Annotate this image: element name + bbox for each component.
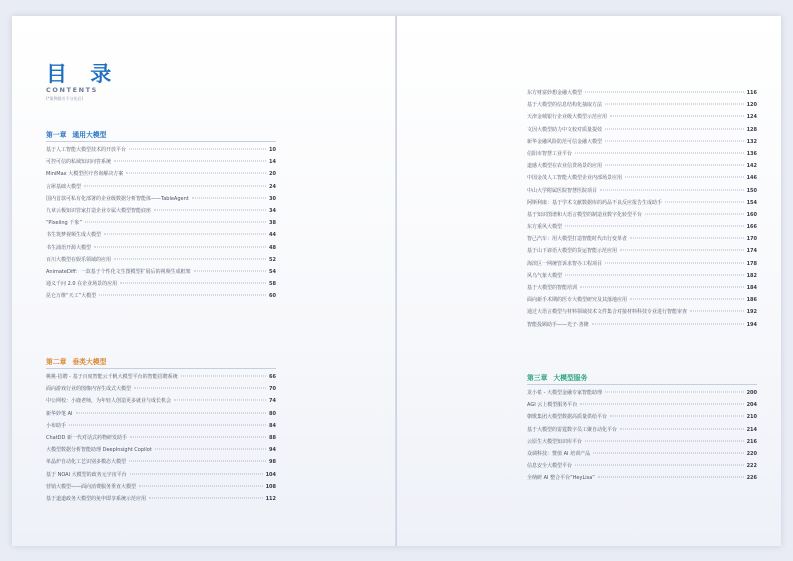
chapter-name: 通用大模型 xyxy=(72,131,107,139)
chapter-2-continued-entries xyxy=(527,89,757,333)
toc-entry-title: 小布助手 xyxy=(46,422,67,429)
toc-entry-title: 通义千问 2.0 在企业场景的应用 xyxy=(46,281,118,288)
toc-entry-title: 新华金融风险防范可信金融大模型 xyxy=(527,138,603,145)
toc-entry-page: 52 xyxy=(269,256,276,263)
toc-entry[interactable] xyxy=(46,292,276,304)
toc-entry[interactable] xyxy=(46,495,276,507)
dot-leader xyxy=(630,238,744,239)
dot-leader xyxy=(625,177,744,178)
dot-leader xyxy=(85,222,266,223)
toc-entry-page: 160 xyxy=(746,211,757,218)
dot-leader xyxy=(69,424,266,425)
toc-title: 目 录 xyxy=(46,62,120,86)
dot-leader xyxy=(620,250,744,251)
dot-leader xyxy=(605,140,744,141)
toc-entry[interactable] xyxy=(46,146,276,158)
toc-entry-title: “Pixeling 千象” xyxy=(46,220,82,227)
toc-entry-page: 24 xyxy=(269,183,276,190)
toc-entry-title: 中国金茂人工智能大模型企业内部场景应用 xyxy=(527,175,623,182)
toc-entry-title: 中山大学附属医院智慧医院项目 xyxy=(527,187,598,194)
toc-entry-title: MiniMax 大模型医疗咨询解决方案 xyxy=(46,171,124,178)
dot-leader xyxy=(585,440,744,441)
chapter-1-title xyxy=(46,129,276,142)
dot-leader xyxy=(154,209,266,210)
toc-entry-page: 38 xyxy=(269,220,276,227)
toc-entry[interactable] xyxy=(46,471,276,483)
dot-leader xyxy=(139,485,263,486)
dot-leader xyxy=(645,213,744,214)
toc-entry-title: 文因大模型助力中文校对质量提效 xyxy=(527,126,603,133)
toc-note: (*案例排名不分先后) xyxy=(46,96,84,101)
dot-leader xyxy=(598,477,744,478)
chapter-3 xyxy=(527,372,757,487)
toc-entry[interactable] xyxy=(46,483,276,495)
toc-entry-page: 220 xyxy=(746,450,757,457)
left-page xyxy=(12,16,396,546)
toc-entry-page: 30 xyxy=(269,195,276,202)
dot-leader xyxy=(129,149,266,150)
toc-entry-page: 116 xyxy=(746,90,757,96)
toc-entry-page: 34 xyxy=(269,207,276,214)
chapter-3-entries xyxy=(527,389,757,487)
toc-entry-page: 128 xyxy=(746,126,757,133)
toc-entry[interactable] xyxy=(527,162,757,174)
toc-entry-page: 200 xyxy=(746,390,757,396)
dot-leader xyxy=(194,270,266,271)
toc-entry[interactable] xyxy=(46,434,276,446)
toc-entry-page: 80 xyxy=(269,410,276,417)
dot-leader xyxy=(610,116,744,117)
chapter-2-continued xyxy=(527,89,757,333)
toc-entry-page: 20 xyxy=(269,171,276,178)
toc-entry-title: 众调科技：赞值 AI 培训产品 xyxy=(527,450,591,457)
toc-entry-title: 云原生大模型知识库平台 xyxy=(527,438,583,445)
toc-entry[interactable] xyxy=(46,183,276,195)
dot-leader xyxy=(192,197,266,198)
dot-leader xyxy=(130,473,263,474)
toc-entry-page: 166 xyxy=(746,224,757,231)
toc-entry-title: 书生筑梦视频生成大模型 xyxy=(46,232,102,239)
toc-entry-title: 昆仑万维“天工”大模型 xyxy=(46,293,97,300)
chapter-name: 垂类大模型 xyxy=(72,358,107,366)
toc-entry-title: 基于人工智能大模型技术的开放平台 xyxy=(46,147,127,153)
toc-entry[interactable] xyxy=(527,401,757,413)
dot-leader xyxy=(181,376,266,377)
chapter-2 xyxy=(46,356,276,507)
toc-entry[interactable] xyxy=(46,244,276,256)
toc-entry-title: 阿斯利康：基于学术文献数据库的药品不良反应报告生成助手 xyxy=(527,199,663,206)
toc-entry-title: 东方财富妙想金融大模型 xyxy=(527,90,583,96)
toc-entry-title: 风乌气象大模型 xyxy=(527,272,563,279)
toc-entry-page: 154 xyxy=(746,199,757,206)
toc-entry-title: 单晶炉自动化工艺识别多模态大模型 xyxy=(46,459,127,466)
dot-leader xyxy=(620,428,744,429)
toc-entry-page: 108 xyxy=(265,483,276,490)
toc-entry-title: 智能投顾助手——光子·善隆 xyxy=(527,321,589,328)
toc-entry-title: 龙小希 - 大模型金融专家智能助理 xyxy=(527,390,602,396)
toc-entry-page: 170 xyxy=(746,236,757,243)
dot-leader xyxy=(94,246,266,247)
toc-entry[interactable] xyxy=(46,207,276,219)
toc-entry-page: 216 xyxy=(746,438,757,445)
dot-leader xyxy=(605,392,744,393)
toc-entry[interactable] xyxy=(46,195,276,207)
dot-leader xyxy=(690,311,744,312)
toc-entry[interactable] xyxy=(527,260,757,272)
chapter-name: 大模型服务 xyxy=(553,374,588,382)
chapter-number: 第三章 xyxy=(527,374,548,382)
toc-entry[interactable] xyxy=(46,422,276,434)
toc-entry-page: 194 xyxy=(746,321,757,328)
toc-entry[interactable] xyxy=(527,426,757,438)
toc-entry-page: 132 xyxy=(746,138,757,145)
dot-leader xyxy=(575,152,744,153)
toc-entry[interactable] xyxy=(527,89,757,101)
toc-entry[interactable] xyxy=(527,389,757,401)
toc-entry[interactable] xyxy=(527,113,757,125)
toc-entry-title: AGI 云上模型服务平台 xyxy=(527,402,578,409)
toc-entry-page: 210 xyxy=(746,414,757,421)
toc-entry-page: 204 xyxy=(746,402,757,409)
toc-entry[interactable] xyxy=(527,187,757,199)
toc-entry-title: 书生浦语开源大模型 xyxy=(46,244,92,251)
dot-leader xyxy=(665,201,744,202)
toc-entry-page: 146 xyxy=(746,175,757,182)
toc-entry-title: 新华妙笔 AI xyxy=(46,410,73,417)
toc-entry[interactable] xyxy=(527,450,757,462)
dot-leader xyxy=(134,388,266,389)
toc-entry[interactable] xyxy=(46,170,276,182)
toc-entry[interactable] xyxy=(527,138,757,150)
book-spread xyxy=(12,16,781,546)
toc-entry[interactable] xyxy=(527,247,757,259)
toc-entry[interactable] xyxy=(46,385,276,397)
toc-entry-page: 150 xyxy=(746,187,757,194)
chapter-1 xyxy=(46,129,276,304)
toc-entry[interactable] xyxy=(527,223,757,235)
toc-entry[interactable] xyxy=(527,474,757,486)
toc-entry[interactable] xyxy=(46,373,276,385)
toc-entry-page: 124 xyxy=(746,114,757,121)
toc-entry[interactable] xyxy=(527,462,757,474)
toc-entry[interactable] xyxy=(527,296,757,308)
dot-leader xyxy=(565,226,744,227)
toc-entry-page: 10 xyxy=(269,147,276,153)
chapter-2-entries xyxy=(46,373,276,507)
toc-entry-title: 海滨区一网统管诉求智办工程项目 xyxy=(527,260,603,267)
toc-entry[interactable] xyxy=(46,219,276,231)
toc-entry[interactable] xyxy=(527,211,757,223)
toc-entry-title: 朝歌集团大模型数据高质量供给平台 xyxy=(527,414,608,421)
toc-entry-title: 面向游戏行业的图像内容生成式大模型 xyxy=(46,386,132,393)
toc-entry-page: 226 xyxy=(746,475,757,482)
dot-leader xyxy=(580,404,743,405)
toc-entry-page: 14 xyxy=(269,159,276,166)
toc-entry-page: 184 xyxy=(746,285,757,291)
dot-leader xyxy=(593,452,743,453)
toc-entry-title: 通过大语言模型与材料领域技术文件集合对接材料科技专业进行智能审查 xyxy=(527,309,688,316)
chapter-1-entries xyxy=(46,146,276,304)
dot-leader xyxy=(120,283,266,284)
toc-entry-page: 192 xyxy=(746,309,757,316)
dot-leader xyxy=(114,161,266,162)
toc-entry[interactable] xyxy=(46,158,276,170)
toc-entry-title: ChatDD 新一代对话式药物研发助手 xyxy=(46,434,127,441)
toc-entry-page: 112 xyxy=(265,495,276,502)
dot-leader xyxy=(610,416,744,417)
toc-entry-title: 天津金城银行企业级大模型示范应用 xyxy=(527,114,608,121)
toc-entry-page: 174 xyxy=(746,248,757,255)
toc-entry-page: 214 xyxy=(746,426,757,433)
toc-entry-title: 中公网校：小鹿老师，为年轻人创造更多就业与成长机会 xyxy=(46,398,172,405)
toc-entry-page: 104 xyxy=(265,471,276,478)
toc-entry[interactable] xyxy=(527,308,757,320)
toc-entry[interactable] xyxy=(46,446,276,458)
chapter-2-title xyxy=(46,356,276,369)
toc-entry[interactable] xyxy=(46,410,276,422)
toc-entry[interactable] xyxy=(46,256,276,268)
dot-leader xyxy=(630,299,744,300)
toc-entry-title: 可控可信的私域知识问答系统 xyxy=(46,159,112,166)
toc-entry[interactable] xyxy=(46,231,276,243)
dot-leader xyxy=(76,412,267,413)
toc-entry[interactable] xyxy=(46,397,276,409)
toc-entry-title: 营销大模型——面向消费服务垂直大模型 xyxy=(46,483,137,490)
dot-leader xyxy=(580,287,744,288)
toc-entry-title: 东方重风大模型 xyxy=(527,224,563,231)
toc-entry[interactable] xyxy=(527,126,757,138)
toc-entry[interactable] xyxy=(527,150,757,162)
toc-entry-title: 大模型数据分析智能助理 DeepInsight Copilot xyxy=(46,447,152,454)
toc-entry[interactable] xyxy=(527,321,757,333)
dot-leader xyxy=(605,165,744,166)
toc-entry-page: 54 xyxy=(269,268,276,275)
dot-leader xyxy=(174,400,266,401)
toc-entry-title: 信阳市智慧工业平台 xyxy=(527,150,573,157)
toc-entry-page: 136 xyxy=(746,150,757,157)
toc-entry[interactable] xyxy=(527,284,757,296)
toc-entry-page: 94 xyxy=(269,447,276,454)
dot-leader xyxy=(605,104,744,105)
toc-entry[interactable] xyxy=(527,413,757,425)
toc-entry-page: 142 xyxy=(746,163,757,170)
toc-entry-title: 全纳研 AI 整合平台“HeyLisa” xyxy=(527,475,595,482)
toc-entry-page: 178 xyxy=(746,260,757,267)
toc-entry-title: 基于知识图谱和大语言模型的制造业数字化转型平台 xyxy=(527,211,643,218)
toc-entry-page: 88 xyxy=(269,434,276,441)
toc-entry-page: 222 xyxy=(746,463,757,470)
toc-entry-page: 84 xyxy=(269,422,276,429)
dot-leader xyxy=(592,323,744,324)
toc-entry-title: 基于大模型的信息结构化抽取方法 xyxy=(527,102,603,109)
toc-entry[interactable] xyxy=(527,199,757,211)
toc-entry-page: 98 xyxy=(269,459,276,466)
toc-entry-title: 言犀基础大模型 xyxy=(46,183,82,190)
toc-entry-title: 桃桃·招聘 - 基于百度智能云千帆大模型平台的智能招聘系统 xyxy=(46,374,178,380)
dot-leader xyxy=(114,258,266,259)
toc-entry-page: 60 xyxy=(269,293,276,300)
toc-entry[interactable] xyxy=(46,458,276,470)
toc-entry-page: 48 xyxy=(269,244,276,251)
toc-entry-page: 44 xyxy=(269,232,276,239)
toc-entry[interactable] xyxy=(46,280,276,292)
toc-entry-page: 70 xyxy=(269,386,276,393)
dot-leader xyxy=(99,295,266,296)
toc-entry-title: 基于山下谚语大模型的货运智能示范应用 xyxy=(527,248,618,255)
toc-entry-page: 66 xyxy=(269,374,276,380)
toc-entry-title: 国内首款可私有化部署的企业级数据分析智能体——TableAgent xyxy=(46,195,189,202)
chapter-number: 第二章 xyxy=(46,358,67,366)
dot-leader xyxy=(600,189,744,190)
chapter-3-title xyxy=(527,372,757,385)
toc-entry[interactable] xyxy=(527,101,757,113)
toc-entry-title: 基于 NOAI 大模型的政务元宇宙平台 xyxy=(46,471,127,478)
dot-leader xyxy=(575,465,744,466)
toc-entry-page: 58 xyxy=(269,281,276,288)
dot-leader xyxy=(605,128,744,129)
toc-entry[interactable] xyxy=(527,235,757,247)
toc-entry-title: 道感大模型在农业信贷场景的应用 xyxy=(527,163,603,170)
dot-leader xyxy=(126,173,266,174)
toc-entry-title: 基于道道政务大模型的免申即享系统示范应用 xyxy=(46,495,147,502)
toc-entry-title: 面向新手术期的医专大模型研究及其落地应用 xyxy=(527,297,628,304)
toc-entry-title: 智己汽车：用大模型打造智能时代出行变革者 xyxy=(527,236,628,243)
toc-subtitle: CONTENTS xyxy=(46,86,98,94)
toc-entry-title: 信息安全大模型平台 xyxy=(527,463,573,470)
right-page xyxy=(397,16,781,546)
chapter-number: 第一章 xyxy=(46,131,67,139)
dot-leader xyxy=(84,185,266,186)
dot-leader xyxy=(155,449,266,450)
toc-entry-title: 百川大模型在娱乐领域的应用 xyxy=(46,256,112,263)
toc-entry-page: 74 xyxy=(269,398,276,405)
toc-entry[interactable] xyxy=(527,272,757,284)
dot-leader xyxy=(585,92,744,93)
dot-leader xyxy=(130,436,266,437)
dot-leader xyxy=(565,274,744,275)
toc-entry-page: 182 xyxy=(746,272,757,279)
toc-entry[interactable] xyxy=(46,268,276,280)
toc-entry-title: 基于大模型的雷霆数字员工聚自动化平台 xyxy=(527,426,618,433)
dot-leader xyxy=(605,262,744,263)
toc-entry-title: 基于大模型的智能培训 xyxy=(527,285,578,291)
dot-leader xyxy=(104,234,266,235)
dot-leader xyxy=(149,497,263,498)
toc-entry[interactable] xyxy=(527,174,757,186)
toc-entry-title: AnimateDiff：一款基于个性化文生图模型扩展后的视频生成框架 xyxy=(46,268,191,275)
toc-entry[interactable] xyxy=(527,438,757,450)
toc-entry-page: 186 xyxy=(746,297,757,304)
toc-entry-page: 120 xyxy=(746,102,757,109)
toc-entry-title: 九章云极知识管家打造企业专属大模型智能底座 xyxy=(46,207,152,214)
dot-leader xyxy=(129,461,266,462)
